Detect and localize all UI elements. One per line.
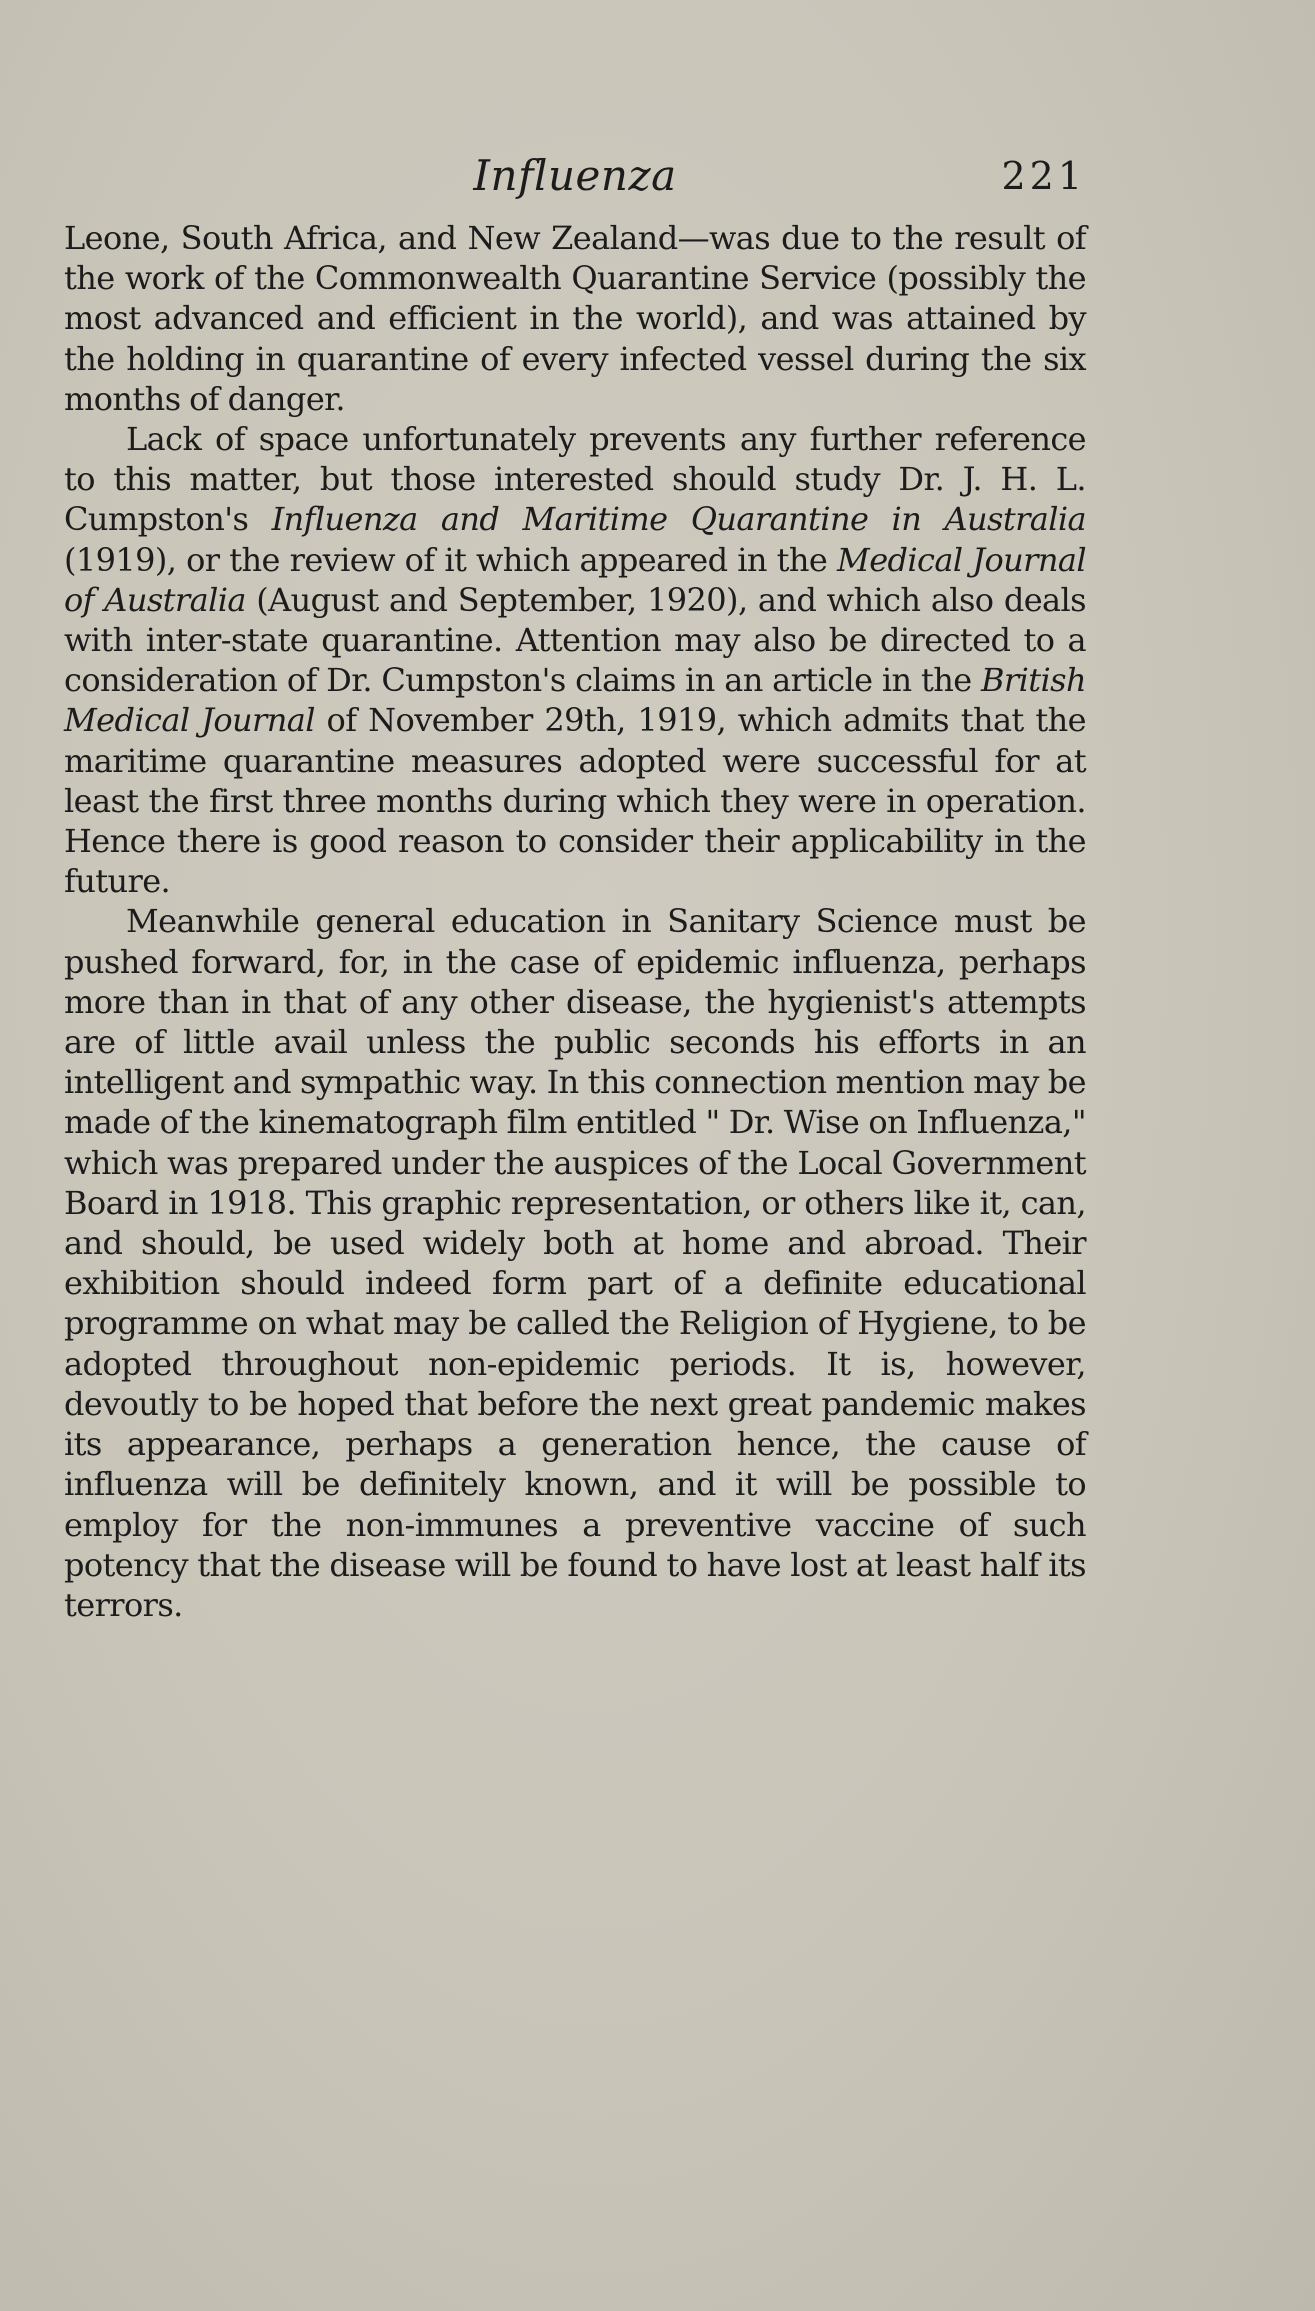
page-header	[64, 148, 1086, 204]
journal-title-italic: British Medical Journal	[64, 661, 1086, 740]
body-text	[64, 218, 1086, 1625]
text-segment: (1919), or the review of it which appeared in the	[64, 540, 838, 579]
text-segment: Lack of space unfortunately prevents any further reference to this matter, but those interested should study Dr. J. H. L. Cumpston's	[64, 420, 1086, 539]
paragraph-3	[64, 901, 1086, 1625]
text-segment: of November 29th, 1919, which admits that the maritime quarantine measures adopted were successful for at least the first three months during which they were in operation. Hence there is good reason to consider their applicability in the future.	[64, 701, 1086, 901]
book-title-italic: Influenza and Maritime Quarantine in Australia	[271, 500, 1086, 539]
text-segment: Meanwhile general education in Sanitary Science must be pushed forward, for, in the case of epidemic influenza, perhaps more than in that of any other disease, the hygienist's attempts are of little avail unless the public seconds his efforts in an intelligent and sympathic way. In this connection mention may be made of the kinematograph film entitled " Dr. Wise on Influenza," which was prepared under the auspices of the Local Government Board in 1918. This graphic representation, or others like it, can, and should, be used widely both at home and abroad. Their exhibition should indeed form part of a definite educational programme on what may be called the Religion of Hygiene, to be adopted throughout non-epidemic periods. It is, however, devoutly to be hoped that before the next great pandemic makes its appearance, perhaps a generation hence, the cause of influenza will be definitely known, and it will be possible to employ for the non-immunes a preventive vaccine of such potency that the disease will be found to have lost at least half its terrors.	[64, 902, 1086, 1624]
paragraph-1	[64, 218, 1086, 419]
text-segment: (August and September, 1920), and which also deals with inter-state quarantine. Attention may also be directed to a consideration of Dr. Cumpston's claims in an article in the	[64, 580, 1086, 700]
page-number: 221	[1001, 154, 1086, 198]
text-segment: Leone, South Africa, and New Zealand—was due to the result of the work of the Commonwealth Quarantine Service (possibly the most advanced and efficient in the world), and was attained by the holding in quarantine of every infected vessel during the six months of danger.	[64, 219, 1086, 418]
paragraph-2	[64, 419, 1086, 901]
running-title: Influenza	[473, 151, 677, 200]
journal-title-italic: Medical Journal of Australia	[64, 540, 1086, 619]
